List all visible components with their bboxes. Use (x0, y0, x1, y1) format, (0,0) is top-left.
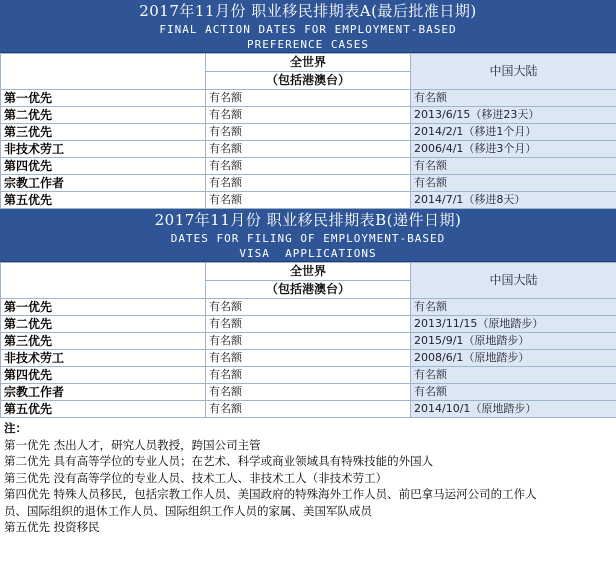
china-cell: 有名额 (411, 158, 616, 175)
worldwide-cell: 有名额 (206, 107, 411, 124)
section-a-subtitle-line2: PREFERENCE CASES (247, 38, 369, 51)
worldwide-cell: 有名额 (206, 90, 411, 107)
worldwide-cell: 有名额 (206, 350, 411, 367)
table-row (1, 384, 616, 401)
china-cell: 2013/6/15（移进23天） (411, 107, 616, 124)
section-a-header-row (1, 54, 616, 72)
worldwide-cell: 有名额 (206, 141, 411, 158)
china-cell: 2013/11/15（原地踏步） (411, 316, 616, 333)
note-line: 第二优先 具有高等学位的专业人员；在艺术、科学或商业领域具有特殊技能的外国人 (4, 454, 434, 468)
china-cell: 2014/2/1（移进1个月） (411, 124, 616, 141)
worldwide-header-sub: （包括港澳台） (206, 72, 411, 90)
category-cell: 第五优先 (1, 192, 206, 209)
category-cell: 第二优先 (1, 107, 206, 124)
worldwide-cell: 有名额 (206, 299, 411, 316)
worldwide-cell: 有名额 (206, 158, 411, 175)
category-header-cell (1, 263, 206, 299)
section-a-subtitle-line1: FINAL ACTION DATES FOR EMPLOYMENT-BASED (159, 23, 457, 36)
section-b-subtitle-line2: VISA APPLICATIONS (239, 247, 377, 260)
china-cell: 有名额 (411, 384, 616, 401)
china-cell: 2015/9/1（原地踏步） (411, 333, 616, 350)
china-cell: 2014/7/1（移进8天） (411, 192, 616, 209)
china-cell: 有名额 (411, 90, 616, 107)
section-a-header (0, 0, 616, 53)
section-a-table (0, 53, 616, 209)
category-cell: 非技术劳工 (1, 350, 206, 367)
table-row (1, 350, 616, 367)
note-line: 第一优先 杰出人才，研究人员教授，跨国公司主管 (4, 437, 261, 452)
table-row (1, 367, 616, 384)
china-cell: 2006/4/1（移进3个月） (411, 141, 616, 158)
section-b-title: 2017年11月份 职业移民排期表B(递件日期) (154, 211, 462, 229)
section-b-header-row (1, 263, 616, 281)
category-cell: 第一优先 (1, 299, 206, 316)
table-row (1, 299, 616, 316)
note-line: 员、国际组织的退休工作人员、国际组织工作人员的家属、美国军队成员 (4, 503, 372, 518)
category-header-cell (1, 54, 206, 90)
worldwide-cell: 有名额 (206, 401, 411, 418)
section-b-subtitle-line1: DATES FOR FILING OF EMPLOYMENT-BASED (170, 232, 446, 245)
worldwide-header-sub: （包括港澳台） (206, 281, 411, 299)
worldwide-header: 全世界 (206, 263, 411, 281)
section-b-table (0, 262, 616, 418)
note-line: 第五优先 投资移民 (4, 520, 100, 534)
table-row (1, 175, 616, 192)
category-cell: 第五优先 (1, 401, 206, 418)
category-cell: 宗教工作者 (1, 384, 206, 401)
table-row (1, 401, 616, 418)
worldwide-cell: 有名额 (206, 124, 411, 141)
note-line: 第三优先 没有高等学位的专业人员、技术工人、非技术工人（非技术劳工） (4, 470, 388, 485)
table-row (1, 90, 616, 107)
worldwide-cell: 有名额 (206, 384, 411, 401)
table-row (1, 316, 616, 333)
china-cell: 有名额 (411, 367, 616, 384)
worldwide-cell: 有名额 (206, 175, 411, 192)
table-row (1, 158, 616, 175)
table-row (1, 192, 616, 209)
notes-title: 注： (4, 421, 27, 435)
notes-block (0, 418, 616, 536)
table-row (1, 333, 616, 350)
table-row (1, 141, 616, 158)
note-line: 第四优先 特殊人员移民，包括宗教工作人员、美国政府的特殊海外工作人员、前巴拿马运河公司的工作人 (4, 487, 537, 501)
worldwide-header: 全世界 (206, 54, 411, 72)
category-cell: 宗教工作者 (1, 175, 206, 192)
category-cell: 第三优先 (1, 333, 206, 350)
section-b-header (0, 209, 616, 262)
china-header: 中国大陆 (411, 54, 616, 90)
section-a-title: 2017年11月份 职业移民排期表A(最后批准日期) (139, 2, 477, 20)
china-header: 中国大陆 (411, 263, 616, 299)
table-row (1, 124, 616, 141)
worldwide-cell: 有名额 (206, 316, 411, 333)
worldwide-cell: 有名额 (206, 333, 411, 350)
category-cell: 第四优先 (1, 158, 206, 175)
china-cell: 2014/10/1（原地踏步） (411, 401, 616, 418)
category-cell: 第二优先 (1, 316, 206, 333)
category-cell: 第一优先 (1, 90, 206, 107)
category-cell: 第四优先 (1, 367, 206, 384)
china-cell: 有名额 (411, 175, 616, 192)
category-cell: 第三优先 (1, 124, 206, 141)
china-cell: 有名额 (411, 299, 616, 316)
worldwide-cell: 有名额 (206, 192, 411, 209)
worldwide-cell: 有名额 (206, 367, 411, 384)
category-cell: 非技术劳工 (1, 141, 206, 158)
table-row (1, 107, 616, 124)
china-cell: 2008/6/1（原地踏步） (411, 350, 616, 367)
